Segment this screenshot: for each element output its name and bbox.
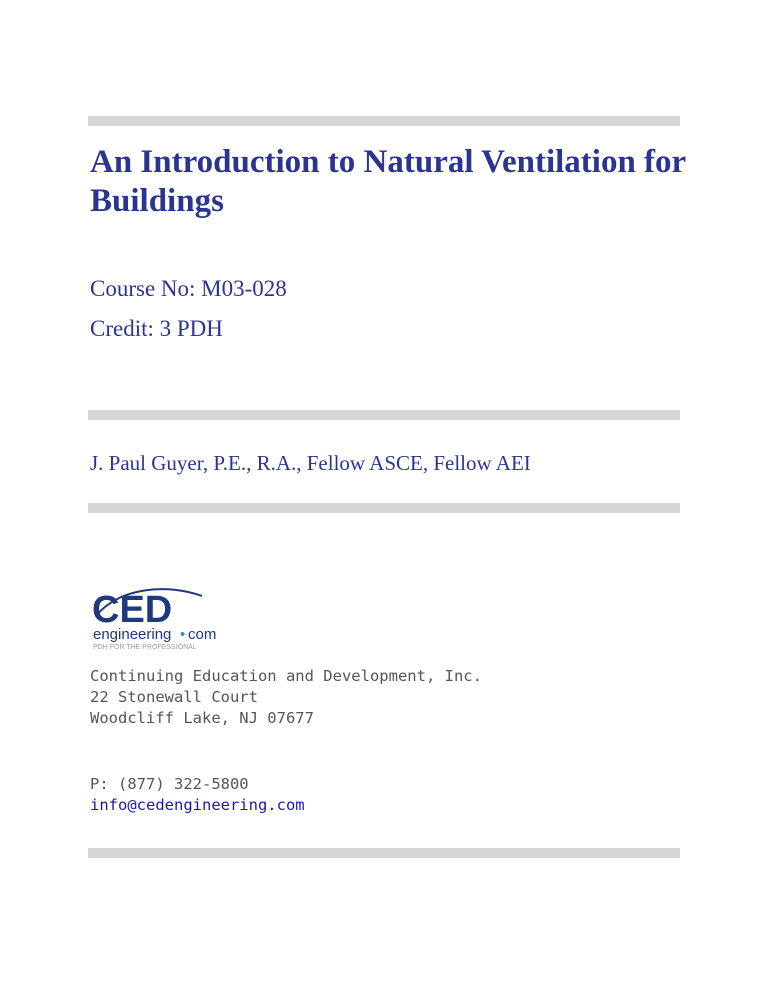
logo-tld-text: com [188, 626, 217, 643]
divider-middle [88, 410, 680, 420]
publisher-email-link[interactable]: info@cedengineering.com [90, 796, 305, 814]
logo-tagline: PDH FOR THE PROFESSIONAL [93, 644, 197, 651]
ced-engineering-logo [90, 586, 240, 652]
divider-lower [88, 503, 680, 513]
publisher-phone: P: (877) 322-5800 [90, 775, 249, 793]
publisher-address [90, 666, 482, 729]
author-line: J. Paul Guyer, P.E., R.A., Fellow ASCE, Fellow AEI [90, 451, 531, 475]
logo-domain-text: engineering [93, 626, 172, 643]
publisher-street: 22 Stonewall Court [90, 688, 258, 706]
publisher-city: Woodcliff Lake, NJ 07677 [90, 709, 314, 727]
divider-bottom [88, 848, 680, 858]
publisher-contact [90, 774, 305, 816]
logo-dot: • [180, 626, 186, 643]
divider-top [88, 116, 680, 126]
course-credit: Credit: 3 PDH [90, 316, 223, 341]
document-title: An Introduction to Natural Ventilation for Buildings [90, 144, 686, 219]
publisher-name: Continuing Education and Development, Inc. [90, 667, 482, 685]
course-number: Course No: M03-028 [90, 276, 287, 301]
logo-main-text: CED [92, 589, 173, 631]
